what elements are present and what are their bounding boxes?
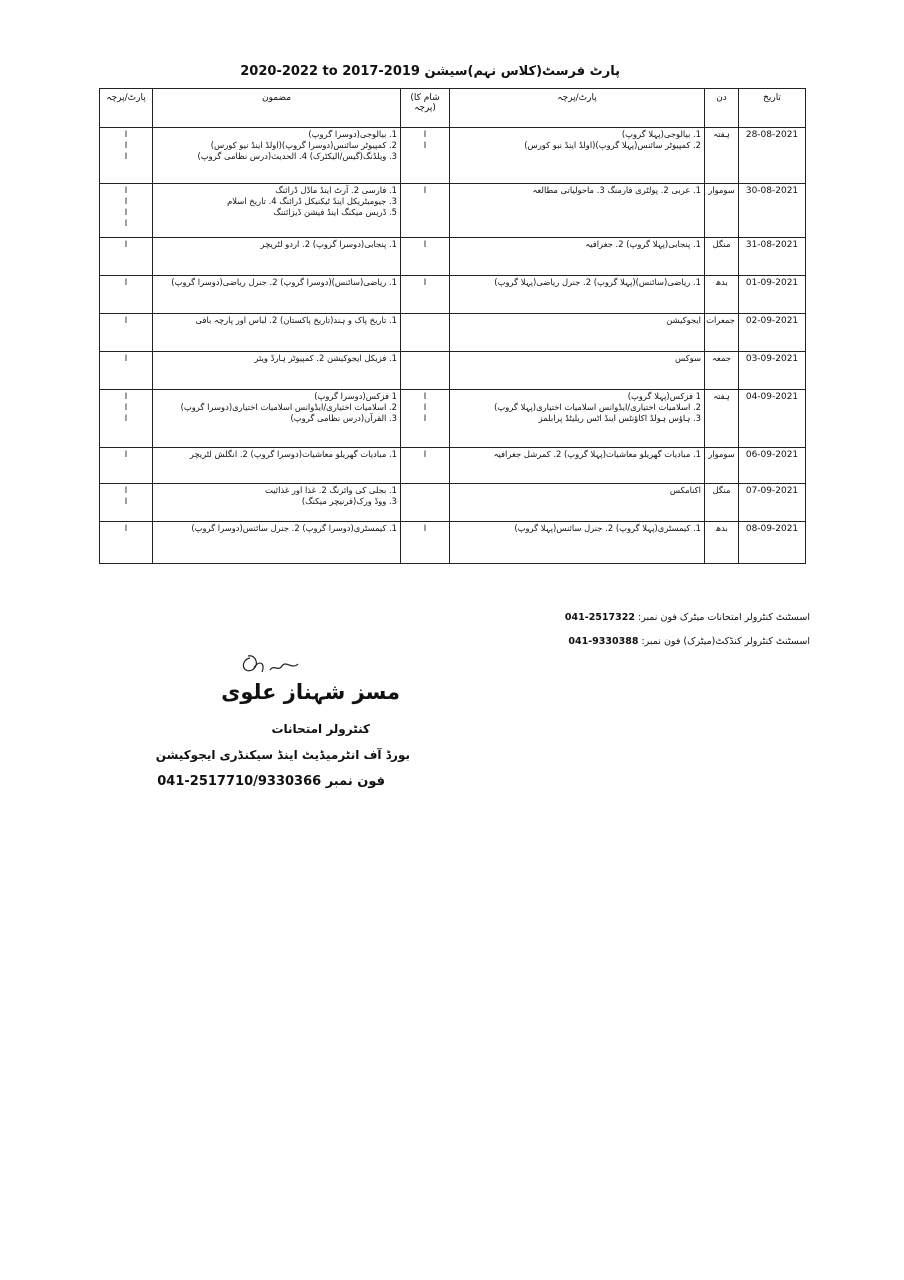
evening-part-cell (100, 314, 153, 352)
day-cell: ہفتہ (705, 128, 739, 184)
morning-part-cell (401, 448, 450, 484)
page-title (240, 64, 620, 79)
date-cell: 31-08-2021 (739, 238, 806, 276)
evening-subject-cell-line: 1. بیالوجی(دوسرا گروپ) (308, 129, 397, 139)
morning-part-line (404, 354, 446, 365)
signatory-name: مسز شہناز علوی (221, 680, 400, 704)
evening-subject-cell-line: 1. پنجابی(دوسرا گروپ) 2. اردو لٹریچر (260, 239, 397, 249)
evening-part-cell-line: I (124, 353, 128, 363)
morning-subject-cell (450, 390, 705, 448)
evening-part-cell (100, 522, 153, 564)
day-cell: جمعہ (705, 352, 739, 390)
table-header-row (100, 89, 806, 128)
day-cell: منگل (705, 238, 739, 276)
contact-label-1: اسسٹنٹ کنٹرولر امتحانات میٹرک فون نمبر: (638, 612, 810, 623)
table-row (100, 314, 806, 352)
table-row (100, 484, 806, 522)
contact-line-2 (520, 636, 810, 660)
morning-subject-cell-line (453, 152, 701, 163)
morning-part-line (404, 208, 446, 219)
evening-part-cell-line: I (124, 140, 128, 150)
evening-part-cell (100, 128, 153, 184)
handwritten-signature-icon (236, 650, 306, 678)
morning-subject-cell-line: ایجوکیشن (666, 315, 701, 325)
morning-part-line (404, 152, 446, 163)
evening-subject-cell-line: 1. فارسی 2. آرٹ اینڈ ماڈل ڈرائنگ (275, 185, 397, 195)
morning-subject-cell-line: 1. بیالوجی(پہلا گروپ) (621, 129, 701, 139)
morning-part-line (404, 486, 446, 497)
header-date: تاریخ (739, 89, 806, 128)
morning-part-line: I (423, 449, 427, 459)
contact-number-2: 041-9330388 (568, 636, 639, 647)
date-cell: 03-09-2021 (739, 352, 806, 390)
evening-part-cell-line: I (124, 485, 128, 495)
evening-part-cell-line: I (124, 239, 128, 249)
evening-part-cell-line: I (124, 402, 128, 412)
day-cell: ہفتہ (705, 390, 739, 448)
evening-subject-cell-line: 1. مبادیات گھریلو معاشیات(دوسرا گروپ) 2. انگلش لٹریچر (189, 449, 397, 459)
evening-part-cell-line: I (124, 185, 128, 195)
evening-subject-cell-line: 1. بجلی کی وائرنگ 2. غذا اور غذائیت (265, 485, 397, 495)
evening-part-cell (100, 484, 153, 522)
evening-subject-cell (153, 390, 401, 448)
date-cell: 07-09-2021 (739, 484, 806, 522)
evening-part-cell-line: I (124, 449, 128, 459)
morning-subject-cell-line (453, 197, 701, 208)
morning-subject-cell (450, 484, 705, 522)
evening-part-cell (100, 276, 153, 314)
morning-part-cell (401, 314, 450, 352)
signatory-phone-label: فون نمبر (325, 774, 385, 789)
header-evening-subject: مضمون (153, 89, 401, 128)
evening-subject-cell (153, 128, 401, 184)
signatory-phone-number: 041-2517710/9330366 (157, 774, 322, 789)
date-cell: 02-09-2021 (739, 314, 806, 352)
morning-subject-cell-line: 1 فزکس(پہلا گروپ) (627, 391, 701, 401)
title-session: 2020-2022 to 2017-2019 (240, 64, 420, 79)
day-cell: بدھ (705, 276, 739, 314)
morning-subject-cell (450, 276, 705, 314)
morning-subject-cell-line (453, 208, 701, 219)
header-day: دن (705, 89, 739, 128)
evening-part-cell-line: I (124, 496, 128, 506)
morning-subject-cell (450, 184, 705, 238)
morning-subject-cell-line: 3. ہاؤس ہولڈ اکاؤنٹس اینڈ اٹس ریلیٹڈ پرابلمز (538, 413, 701, 423)
evening-part-cell-line: I (124, 315, 128, 325)
morning-part-line: I (423, 523, 427, 533)
morning-subject-cell (450, 128, 705, 184)
morning-subject-cell (450, 352, 705, 390)
evening-part-cell-line: I (124, 218, 128, 228)
header-evening-part: پارٹ/پرچہ (100, 89, 153, 128)
board-name: بورڈ آف انٹرمیڈیٹ اینڈ سیکنڈری ایجوکیشن (155, 748, 410, 762)
day-cell: سوموار (705, 184, 739, 238)
morning-subject-cell-line: 1. ریاضی(سائنس)(پہلا گروپ) 2. جنرل ریاضی(پہلا گروپ) (494, 277, 701, 287)
morning-subject-cell (450, 238, 705, 276)
date-cell: 28-08-2021 (739, 128, 806, 184)
header-evening-sub: (شام کا پرچہ) (401, 89, 450, 128)
evening-subject-cell (153, 238, 401, 276)
morning-part-line: I (423, 129, 427, 139)
table-row (100, 184, 806, 238)
evening-subject-cell-line: 1. تاریخ پاک و ہند(تاریخ پاکستان) 2. لباس اور پارچہ بافی (195, 315, 397, 325)
day-cell: سوموار (705, 448, 739, 484)
day-cell: بدھ (705, 522, 739, 564)
evening-subject-cell (153, 522, 401, 564)
morning-part-line: I (423, 413, 427, 423)
evening-part-cell (100, 390, 153, 448)
evening-part-cell-line: I (124, 391, 128, 401)
evening-subject-cell-line: 3. ویلڈنگ(گیس/الیکٹرک) 4. الحدیث(درس نظامی گروپ) (197, 151, 397, 161)
morning-subject-cell-line: اکنامکس (669, 485, 701, 495)
morning-part-line (404, 316, 446, 327)
evening-subject-cell-line: 3. ووڈ ورک(فرنیچر میکنگ) (301, 496, 397, 506)
evening-subject-cell-line: 1. کیمسٹری(دوسرا گروپ) 2. جنرل سائنس(دوسرا گروپ) (191, 523, 397, 533)
morning-part-cell (401, 276, 450, 314)
morning-subject-cell-line: 1. عربی 2. پولٹری فارمنگ 3. ماحولیاتی مطالعہ (532, 185, 701, 195)
morning-subject-cell-line: 2. اسلامیات اختیاری/ایڈوانس اسلامیات اختیاری(پہلا گروپ) (494, 402, 701, 412)
table-row (100, 276, 806, 314)
evening-part-cell-line: I (124, 413, 128, 423)
contact-line-1 (520, 612, 810, 636)
header-morning-part: پارٹ/پرچہ (450, 89, 705, 128)
morning-subject-cell-line: 1. مبادیات گھریلو معاشیات(پہلا گروپ) 2. کمرشل جغرافیہ (493, 449, 701, 459)
date-cell: 04-09-2021 (739, 390, 806, 448)
morning-part-line: I (423, 277, 427, 287)
table-row (100, 522, 806, 564)
evening-subject-cell-line: 1. فزیکل ایجوکیشن 2. کمپیوٹر ہارڈ ویئر (254, 353, 397, 363)
day-cell: جمعرات (705, 314, 739, 352)
evening-subject-cell-line: 1 فزکس(دوسرا گروپ) (314, 391, 397, 401)
evening-part-cell-line: I (124, 207, 128, 217)
morning-part-line: I (423, 391, 427, 401)
evening-subject-cell (153, 276, 401, 314)
evening-subject-cell-line: 5. ڈریس میکنگ اینڈ فیشن ڈیزائننگ (273, 207, 397, 217)
evening-part-cell-line: I (124, 277, 128, 287)
contact-label-2: اسسٹنٹ کنٹرولر کنڈکٹ(میٹرک) فون نمبر: (641, 636, 810, 647)
morning-part-line: I (423, 140, 427, 150)
evening-part-cell (100, 184, 153, 238)
table-row (100, 128, 806, 184)
evening-subject-cell-line: 3. القرآن(درس نظامی گروپ) (290, 413, 397, 423)
date-cell: 08-09-2021 (739, 522, 806, 564)
evening-part-cell-line: I (124, 129, 128, 139)
morning-part-cell (401, 352, 450, 390)
table-row (100, 238, 806, 276)
morning-part-line: I (423, 402, 427, 412)
signatory-designation: کنٹرولر امتحانات (271, 722, 370, 736)
signatory-phone (157, 774, 385, 789)
morning-subject-cell-line: سوکس (674, 353, 701, 363)
morning-subject-cell-line: 2. کمپیوٹر سائنس(پہلا گروپ)(اولڈ اینڈ نیو کورس) (524, 140, 701, 150)
morning-part-cell (401, 238, 450, 276)
morning-subject-cell (450, 448, 705, 484)
date-cell: 01-09-2021 (739, 276, 806, 314)
evening-subject-cell-line: 2. اسلامیات اختیاری/ایڈوانس اسلامیات اختیاری(دوسرا گروپ) (180, 402, 397, 412)
table-row (100, 448, 806, 484)
title-text: پارٹ فرسٹ(کلاس نہم)سیشن (424, 64, 620, 79)
morning-part-cell (401, 522, 450, 564)
evening-part-cell-line: I (124, 196, 128, 206)
evening-subject-cell-line: 3. جیومیٹریکل اینڈ ٹیکنیکل ڈرائنگ 4. تاریخ اسلام (227, 196, 397, 206)
morning-subject-cell (450, 522, 705, 564)
table-row (100, 390, 806, 448)
evening-subject-cell (153, 352, 401, 390)
date-cell: 06-09-2021 (739, 448, 806, 484)
table-row (100, 352, 806, 390)
morning-subject-cell (450, 314, 705, 352)
date-cell: 30-08-2021 (739, 184, 806, 238)
evening-subject-cell (153, 314, 401, 352)
morning-part-line: I (423, 239, 427, 249)
morning-part-cell (401, 128, 450, 184)
evening-part-cell-line: I (124, 151, 128, 161)
morning-subject-cell-line: 1. کیمسٹری(پہلا گروپ) 2. جنرل سائنس(پہلا گروپ) (514, 523, 701, 533)
evening-subject-cell-line: 1. ریاضی(سائنس)(دوسرا گروپ) 2. جنرل ریاضی(دوسرا گروپ) (171, 277, 397, 287)
morning-part-line: I (423, 185, 427, 195)
evening-subject-cell (153, 184, 401, 238)
contact-number-1: 041-2517322 (564, 612, 635, 623)
day-cell: منگل (705, 484, 739, 522)
evening-subject-cell-line: 2. کمپیوٹر سائنس(دوسرا گروپ)(اولڈ اینڈ نیو کورس) (210, 140, 397, 150)
morning-part-line (404, 197, 446, 208)
contacts-block (520, 612, 810, 660)
morning-part-cell (401, 390, 450, 448)
evening-part-cell (100, 238, 153, 276)
evening-subject-cell (153, 448, 401, 484)
evening-part-cell (100, 448, 153, 484)
morning-part-cell (401, 184, 450, 238)
evening-part-cell (100, 352, 153, 390)
date-sheet-table (99, 88, 806, 564)
evening-part-cell-line: I (124, 523, 128, 533)
morning-subject-cell-line: 1. پنجابی(پہلا گروپ) 2. جغرافیہ (585, 239, 701, 249)
morning-part-cell (401, 484, 450, 522)
evening-subject-cell (153, 484, 401, 522)
